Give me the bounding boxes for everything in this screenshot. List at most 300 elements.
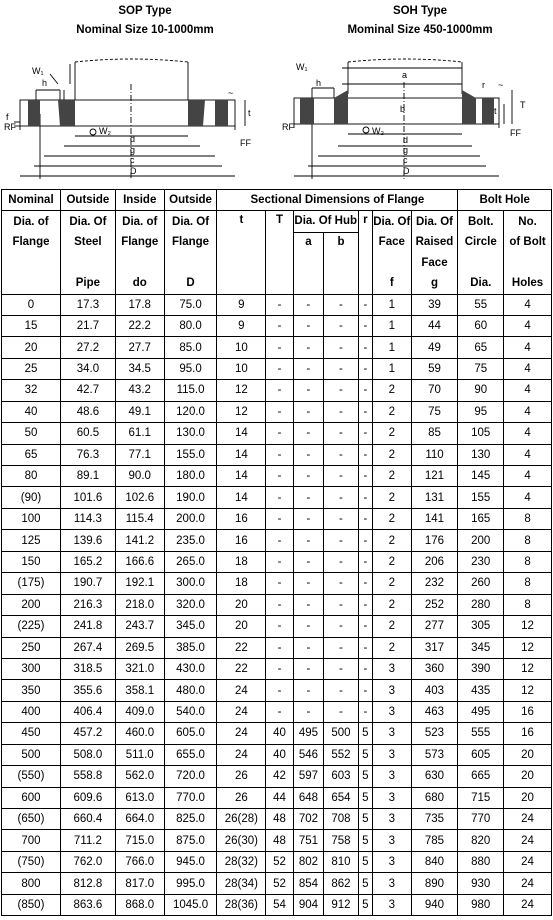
table-cell: 802 (293, 851, 323, 872)
table-cell: 26(30) (217, 830, 266, 851)
header-inside: Inside (115, 190, 164, 211)
sub-face: Face (372, 232, 411, 253)
table-cell: 2 (372, 594, 411, 615)
table-cell: 4 (504, 294, 552, 315)
table-cell: - (266, 466, 293, 487)
table-cell: 10 (217, 337, 266, 358)
table-cell: - (293, 594, 323, 615)
table-cell: 854 (293, 873, 323, 894)
table-cell: 216.3 (60, 594, 115, 615)
table-cell: 70 (411, 380, 458, 401)
table-cell: 12 (217, 401, 266, 422)
table-cell: 110 (411, 444, 458, 465)
table-cell: 105 (458, 423, 504, 444)
table-cell: 660.4 (60, 809, 115, 830)
table-cell: 4 (504, 423, 552, 444)
table-cell: - (293, 423, 323, 444)
table-cell: - (266, 380, 293, 401)
sop-g-label: g (130, 145, 136, 155)
table-cell: 155.0 (164, 444, 217, 465)
table-cell: - (293, 658, 323, 679)
table-cell: 95 (458, 401, 504, 422)
table-cell: - (266, 637, 293, 658)
table-cell: - (324, 466, 359, 487)
table-cell: - (293, 701, 323, 722)
table-cell: 243.7 (115, 616, 164, 637)
table-cell: - (358, 466, 372, 487)
table-cell: 4 (504, 444, 552, 465)
table-cell: 77.1 (115, 444, 164, 465)
table-cell: - (293, 337, 323, 358)
soh-c-label: c (403, 155, 408, 165)
table-cell: 155 (458, 487, 504, 508)
sop-rf-label: RF (4, 122, 16, 132)
table-cell: 34.5 (115, 358, 164, 379)
table-cell: 4 (504, 315, 552, 336)
table-cell: 90 (458, 380, 504, 401)
table-cell: 12 (504, 616, 552, 637)
table-row (2, 466, 552, 487)
table-cell: 603 (324, 766, 359, 787)
table-cell: 358.1 (115, 680, 164, 701)
soh-w1-label: W₁ (296, 62, 308, 72)
table-cell: 3 (372, 851, 411, 872)
table-cell: - (358, 294, 372, 315)
table-cell: 5 (358, 894, 372, 915)
table-cell: - (324, 551, 359, 572)
table-cell: - (324, 423, 359, 444)
table-cell: 3 (372, 830, 411, 851)
table-cell: 52 (266, 851, 293, 872)
table-cell: 166.6 (115, 551, 164, 572)
table-cell: - (358, 423, 372, 444)
table-cell: 28(32) (217, 851, 266, 872)
table-cell: 5 (358, 787, 372, 808)
table-cell: 75 (411, 401, 458, 422)
soh-h-label: h (316, 78, 322, 88)
table-cell: 76.3 (60, 444, 115, 465)
table-cell: 2 (372, 423, 411, 444)
table-cell: 12 (217, 380, 266, 401)
header-bolt-hole: Bolt Hole (458, 190, 552, 211)
table-cell: - (293, 530, 323, 551)
table-cell: 2 (372, 401, 411, 422)
soh-D-label: D (403, 166, 410, 176)
table-cell: 130 (458, 444, 504, 465)
table-cell: 3 (372, 680, 411, 701)
table-cell: 318.5 (60, 658, 115, 679)
table-cell: 55 (458, 294, 504, 315)
sub-nominal: Dia. of (2, 211, 61, 233)
soh-tilde-label: ~ (498, 80, 504, 90)
table-cell: - (293, 294, 323, 315)
table-cell: 32 (2, 380, 61, 401)
table-cell: 463 (411, 701, 458, 722)
table-cell: - (293, 637, 323, 658)
soh-T-label: T (520, 100, 526, 110)
table-cell: 42.7 (60, 380, 115, 401)
header-outside-flange: Outside (164, 190, 217, 211)
table-cell: 44 (266, 787, 293, 808)
table-cell: - (266, 680, 293, 701)
sop-ff-label: FF (240, 138, 251, 148)
table-cell: 1 (372, 315, 411, 336)
table-cell: 511.0 (115, 744, 164, 765)
table-cell: - (358, 573, 372, 594)
table-cell: 868.0 (115, 894, 164, 915)
sub-hub-a: a (293, 232, 323, 294)
table-cell: - (358, 637, 372, 658)
table-subheader-row (2, 211, 552, 233)
table-cell: 27.7 (115, 337, 164, 358)
table-cell: - (266, 444, 293, 465)
table-cell: 785 (411, 830, 458, 851)
table-cell: 862 (324, 873, 359, 894)
table-cell: 24 (504, 894, 552, 915)
table-cell: 3 (372, 787, 411, 808)
sub-hub: Dia. Of Hub (293, 211, 358, 233)
sop-do-label: d (130, 134, 136, 144)
table-cell: 2 (372, 573, 411, 594)
table-cell: 460.0 (115, 723, 164, 744)
table-cell: 4 (504, 401, 552, 422)
table-cell: 320.0 (164, 594, 217, 615)
sub-inside: Flange (115, 232, 164, 253)
table-cell: 60.5 (60, 423, 115, 444)
table-cell: - (324, 444, 359, 465)
table-cell: - (324, 573, 359, 594)
soh-flange-drawing (282, 54, 552, 184)
table-cell: 546 (293, 744, 323, 765)
table-cell: 700 (2, 830, 61, 851)
sub-raised: Dia. Of (411, 211, 458, 233)
table-cell: 495 (458, 701, 504, 722)
table-cell: 232 (411, 573, 458, 594)
header-sectional-dimensions: Sectional Dimensions of Flange (217, 190, 458, 211)
table-cell: 14 (217, 423, 266, 444)
table-cell: 250 (2, 637, 61, 658)
table-row (2, 680, 552, 701)
table-cell: 665 (458, 766, 504, 787)
table-group-header-row (2, 190, 552, 211)
table-row (2, 637, 552, 658)
table-cell: 75.0 (164, 294, 217, 315)
sub-bolt: Dia. (458, 273, 504, 294)
sop-c-label: c (130, 155, 135, 165)
table-cell: 59 (411, 358, 458, 379)
table-cell: 22 (217, 658, 266, 679)
table-cell: 21.7 (60, 315, 115, 336)
table-cell: 654 (324, 787, 359, 808)
table-row (2, 487, 552, 508)
table-cell: 5 (358, 744, 372, 765)
table-cell: 495 (293, 723, 323, 744)
table-cell: 141.2 (115, 530, 164, 551)
table-cell: 9 (217, 315, 266, 336)
table-cell: - (266, 616, 293, 637)
soh-t-small-label: t (494, 106, 497, 116)
table-cell: 555 (458, 723, 504, 744)
table-cell: - (266, 487, 293, 508)
sub-outside-flange: Dia. Of (164, 211, 217, 233)
table-cell: 139.6 (60, 530, 115, 551)
table-cell: - (324, 701, 359, 722)
table-row (2, 723, 552, 744)
table-cell: - (358, 358, 372, 379)
table-cell: 101.6 (60, 487, 115, 508)
table-cell: - (324, 680, 359, 701)
table-cell: 562.0 (115, 766, 164, 787)
table-cell: - (324, 358, 359, 379)
table-cell: - (358, 380, 372, 401)
table-cell: 20 (504, 787, 552, 808)
table-cell: 5 (358, 766, 372, 787)
table-cell: - (358, 487, 372, 508)
table-cell: 2 (372, 551, 411, 572)
table-cell: 150 (2, 551, 61, 572)
table-cell: 20 (504, 744, 552, 765)
table-cell: 24 (504, 851, 552, 872)
table-cell: 605 (458, 744, 504, 765)
table-cell: - (358, 616, 372, 637)
table-cell: 24 (504, 809, 552, 830)
table-cell: 600 (2, 787, 61, 808)
table-cell: 8 (504, 530, 552, 551)
table-cell: 350 (2, 680, 61, 701)
sub-raised: g (411, 273, 458, 294)
table-cell: - (324, 337, 359, 358)
table-cell: 8 (504, 551, 552, 572)
table-cell: 200 (458, 530, 504, 551)
sop-w2-label: W₂ (99, 126, 111, 136)
table-cell: 65 (458, 337, 504, 358)
table-cell: 812.8 (60, 873, 115, 894)
table-cell: 12 (504, 637, 552, 658)
sub-t: t (217, 211, 266, 295)
table-cell: - (358, 401, 372, 422)
table-cell: 940 (411, 894, 458, 915)
table-cell: - (266, 551, 293, 572)
table-cell: 39 (411, 294, 458, 315)
table-cell: - (324, 530, 359, 551)
table-cell: 130.0 (164, 423, 217, 444)
table-cell: 345 (458, 637, 504, 658)
table-cell: - (266, 358, 293, 379)
table-cell: 24 (217, 680, 266, 701)
table-cell: 3 (372, 744, 411, 765)
soh-w2-label: W₂ (372, 126, 384, 136)
table-cell: 34.0 (60, 358, 115, 379)
sub-hub-b: b (324, 232, 359, 294)
table-cell: 345.0 (164, 616, 217, 637)
table-row (2, 894, 552, 915)
soh-type-title: SOH Type (392, 5, 448, 17)
table-cell: 613.0 (115, 787, 164, 808)
table-cell: 115.0 (164, 380, 217, 401)
table-row (2, 594, 552, 615)
table-cell: 17.8 (115, 294, 164, 315)
table-cell: 230 (458, 551, 504, 572)
table-cell: 820 (458, 830, 504, 851)
table-cell: - (266, 573, 293, 594)
table-cell: 702 (293, 809, 323, 830)
table-cell: - (293, 444, 323, 465)
soh-d-label: d (403, 135, 409, 145)
table-cell: 3 (372, 723, 411, 744)
table-cell: 180.0 (164, 466, 217, 487)
table-cell: 890 (411, 873, 458, 894)
table-cell: 10 (217, 358, 266, 379)
table-row (2, 701, 552, 722)
sop-type-title: SOP Type (118, 5, 172, 17)
table-cell: 267.4 (60, 637, 115, 658)
table-row (2, 658, 552, 679)
sub-inside: Dia. of (115, 211, 164, 233)
sop-flange-drawing (0, 54, 270, 184)
table-cell: 664.0 (115, 809, 164, 830)
table-cell: 49 (411, 337, 458, 358)
table-cell: - (358, 530, 372, 551)
table-cell: 4 (504, 380, 552, 401)
table-row (2, 358, 552, 379)
soh-g-label: g (403, 145, 409, 155)
table-cell: 3 (372, 766, 411, 787)
table-cell: 42 (266, 766, 293, 787)
table-cell: - (358, 551, 372, 572)
table-cell: 400 (2, 701, 61, 722)
table-cell: 192.1 (115, 573, 164, 594)
table-cell: 3 (372, 809, 411, 830)
table-cell: 735 (411, 809, 458, 830)
table-cell: - (266, 594, 293, 615)
table-cell: 28(36) (217, 894, 266, 915)
table-cell: 52 (266, 873, 293, 894)
table-row (2, 744, 552, 765)
sub-raised: Raised (411, 232, 458, 253)
table-cell: 280 (458, 594, 504, 615)
table-cell: 102.6 (115, 487, 164, 508)
table-cell: 715.0 (115, 830, 164, 851)
table-cell: 9 (217, 294, 266, 315)
table-cell: 450 (2, 723, 61, 744)
soh-size-title: Mominal Size 450-1000mm (347, 24, 493, 36)
sub-r: r (358, 211, 372, 295)
table-cell: 3 (372, 873, 411, 894)
table-cell: 100 (2, 508, 61, 529)
table-cell: - (358, 680, 372, 701)
drawing-header (0, 0, 553, 190)
table-cell: 252 (411, 594, 458, 615)
table-cell: (650) (2, 809, 61, 830)
table-cell: - (358, 444, 372, 465)
table-cell: 552 (324, 744, 359, 765)
table-cell: 241.8 (60, 616, 115, 637)
table-cell: 26 (217, 766, 266, 787)
table-cell: 680 (411, 787, 458, 808)
table-cell: 2 (372, 380, 411, 401)
soh-a-label: a (402, 70, 408, 80)
soh-b-label: b (400, 104, 406, 114)
table-cell: 655.0 (164, 744, 217, 765)
table-cell: 24 (217, 723, 266, 744)
table-cell: 2 (372, 637, 411, 658)
table-cell: 165.2 (60, 551, 115, 572)
table-cell: 22 (217, 637, 266, 658)
table-row (2, 551, 552, 572)
table-row (2, 315, 552, 336)
table-cell: 1 (372, 294, 411, 315)
table-row (2, 380, 552, 401)
table-cell: 863.6 (60, 894, 115, 915)
table-cell: 817.0 (115, 873, 164, 894)
table-cell: 15 (2, 315, 61, 336)
table-cell: 403 (411, 680, 458, 701)
table-cell: 1 (372, 337, 411, 358)
table-row (2, 873, 552, 894)
sub-no: Holes (504, 273, 552, 294)
table-cell: - (324, 616, 359, 637)
header-nominal: Nominal (2, 190, 61, 211)
table-cell: 810 (324, 851, 359, 872)
table-cell: 131 (411, 487, 458, 508)
sub-bolt: Circle (458, 232, 504, 253)
table-cell: - (324, 294, 359, 315)
table-cell: 355.6 (60, 680, 115, 701)
table-cell: 5 (358, 873, 372, 894)
table-cell: 825.0 (164, 809, 217, 830)
table-cell: 218.0 (115, 594, 164, 615)
table-cell: - (293, 380, 323, 401)
table-cell: 406.4 (60, 701, 115, 722)
table-cell: 573 (411, 744, 458, 765)
table-cell: 945.0 (164, 851, 217, 872)
table-row (2, 616, 552, 637)
table-cell: 80.0 (164, 315, 217, 336)
table-cell: - (266, 530, 293, 551)
table-cell: 762.0 (60, 851, 115, 872)
table-cell: 14 (217, 487, 266, 508)
table-cell: 995.0 (164, 873, 217, 894)
table-cell: - (324, 401, 359, 422)
table-cell: 75 (458, 358, 504, 379)
sop-tilde-label: ~ (228, 88, 234, 98)
table-row (2, 787, 552, 808)
sub-outside-pipe: Dia. Of (60, 211, 115, 233)
table-cell: 190.7 (60, 573, 115, 594)
table-cell: 711.2 (60, 830, 115, 851)
table-cell: - (358, 315, 372, 336)
table-cell: - (293, 616, 323, 637)
table-cell: 770 (458, 809, 504, 830)
table-cell: 49.1 (115, 401, 164, 422)
table-cell: 880 (458, 851, 504, 872)
table-cell: 26(28) (217, 809, 266, 830)
table-cell: 840 (411, 851, 458, 872)
table-cell: 24 (217, 701, 266, 722)
table-cell: 65 (2, 444, 61, 465)
table-cell: 85 (411, 423, 458, 444)
table-cell: 523 (411, 723, 458, 744)
table-cell: 24 (217, 744, 266, 765)
table-cell: 12 (504, 680, 552, 701)
table-cell: (850) (2, 894, 61, 915)
table-cell: 44 (411, 315, 458, 336)
table-cell: - (266, 508, 293, 529)
table-cell: - (358, 658, 372, 679)
table-cell: 85.0 (164, 337, 217, 358)
table-cell: 2 (372, 616, 411, 637)
table-cell: 385.0 (164, 637, 217, 658)
